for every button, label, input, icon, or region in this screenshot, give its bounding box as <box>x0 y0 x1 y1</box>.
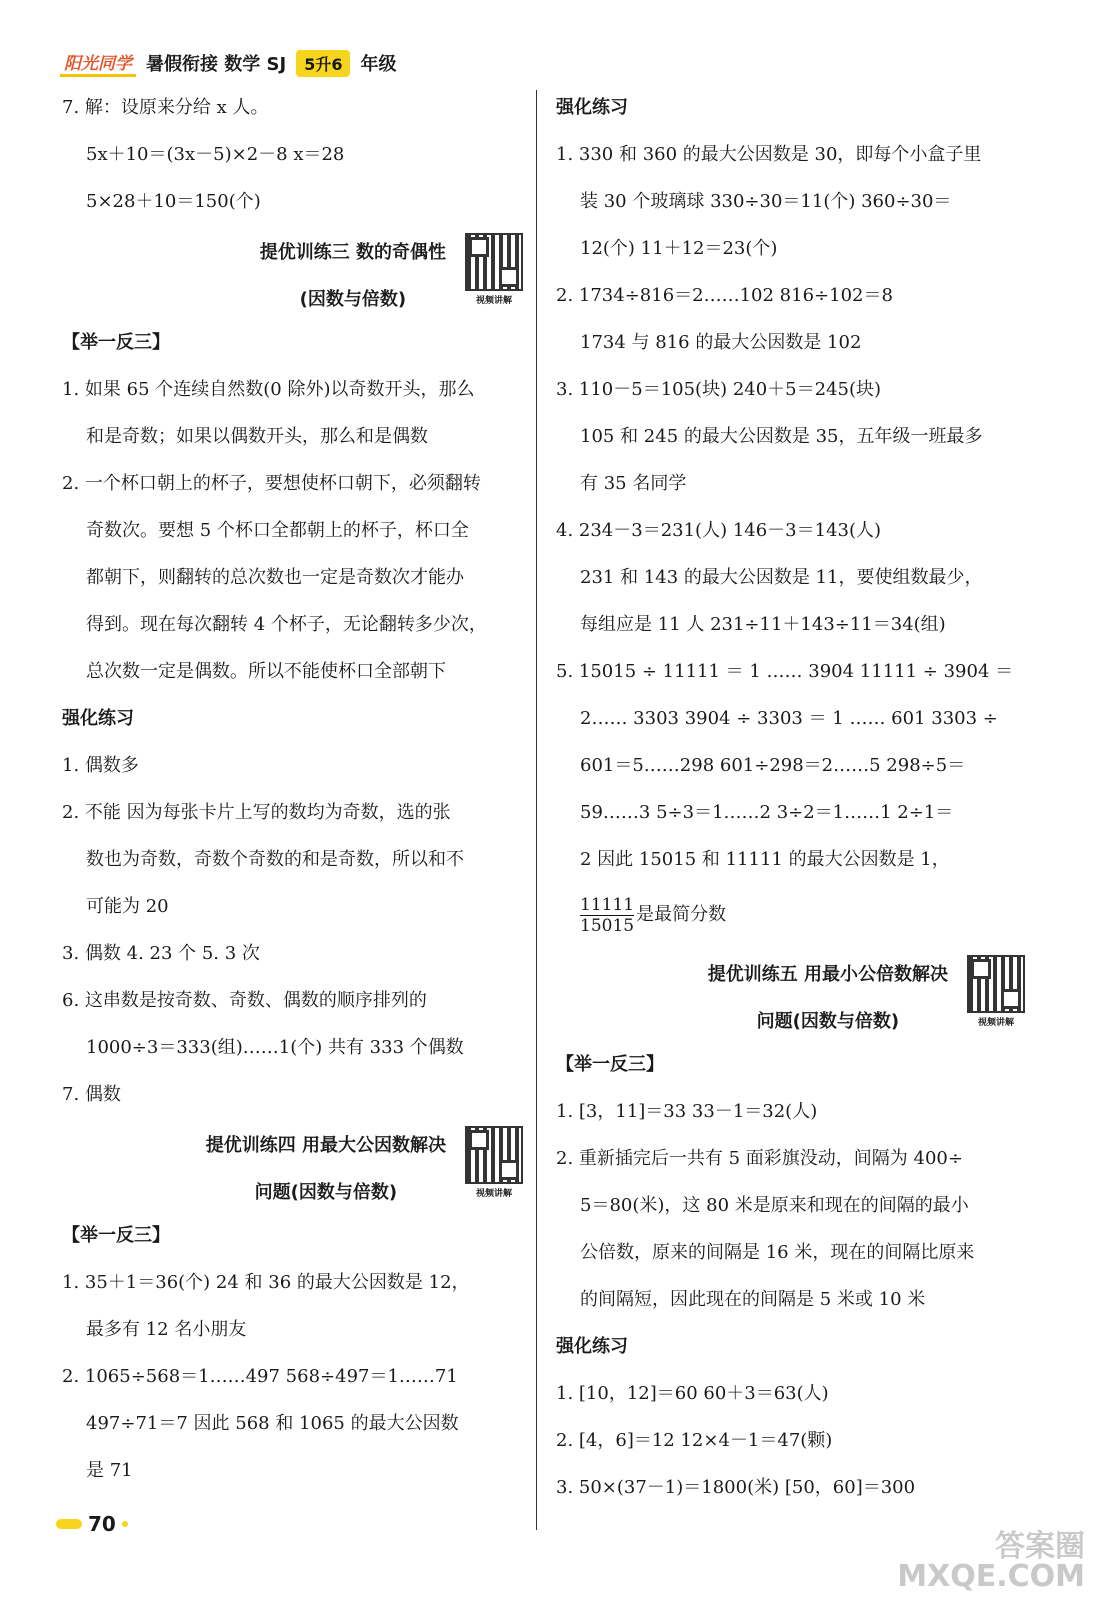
fraction <box>580 895 634 936</box>
answer-line: 59……3 5÷3＝1……2 3÷2＝1……1 2÷1＝ <box>580 802 954 823</box>
answer-line: 总次数一定是偶数。所以不能使杯口全部朝下 <box>86 661 446 682</box>
answer-line: 4. 234－3＝231(人) 146－3＝143(人) <box>556 520 882 541</box>
topic-subtitle: 问题(因数与倍数) <box>756 1011 900 1032</box>
qr-caption: 视频讲解 <box>977 1018 1014 1028</box>
answer-line: 12(个) 11＋12＝23(个) <box>580 238 778 259</box>
page-number-text: 70 <box>88 1512 116 1536</box>
fraction-denominator: 15015 <box>580 915 635 936</box>
answer-line: 装 30 个玻璃球 330÷30＝11(个) 360÷30＝ <box>580 191 952 212</box>
fraction-numerator: 11111 <box>580 894 635 915</box>
column-divider <box>536 90 537 1530</box>
answer-line: 5×28＋10＝150(个) <box>86 191 261 212</box>
left-column <box>62 84 524 1494</box>
brand-logo: 阳光同学 <box>60 49 136 77</box>
answer-line: 2…… 3303 3904 ÷ 3303 ＝ 1 …… 601 3303 ÷ <box>580 708 998 729</box>
answer-line: 5x＋10＝(3x－5)×2－8 x＝28 <box>86 144 345 165</box>
answer-line: 3. 110－5＝105(块) 240＋5＝245(块) <box>556 379 882 400</box>
topic-subtitle: (因数与倍数) <box>299 289 407 310</box>
qr-code[interactable] <box>966 955 1026 1028</box>
topic-title: 提优训练四 用最大公因数解决 <box>205 1135 446 1156</box>
answer-line: 可能为 20 <box>86 896 169 917</box>
answer-line: 3. 偶数 4. 23 个 5. 3 次 <box>62 943 260 964</box>
section-heading: 【举一反三】 <box>62 1225 170 1246</box>
answer-line: 6. 这串数是按奇数、奇数、偶数的顺序排列的 <box>62 990 427 1011</box>
topic-subtitle: 问题(因数与倍数) <box>254 1182 398 1203</box>
answer-line: 2 因此 15015 和 11111 的最大公因数是 1， <box>580 849 950 870</box>
answer-line: 2. 重新插完后一共有 5 面彩旗没动，间隔为 400÷ <box>556 1148 963 1169</box>
answer-line: 2. 不能 因为每张卡片上写的数均为奇数，选的张 <box>62 802 451 823</box>
qr-caption: 视频讲解 <box>475 1189 512 1199</box>
page-number <box>56 1512 128 1536</box>
right-column <box>556 84 1026 1511</box>
section-heading: 强化练习 <box>556 97 628 118</box>
answer-line: 得到。现在每次翻转 4 个杯子，无论翻转多少次， <box>86 614 487 635</box>
answer-line: 5＝80(米)，这 80 米是原来和现在的间隔的最小 <box>580 1195 969 1216</box>
answer-line: 都朝下，则翻转的总次数也一定是奇数次才能办 <box>86 567 464 588</box>
qr-code[interactable] <box>464 233 524 306</box>
grade-suffix: 年级 <box>360 54 397 75</box>
answer-line: 601＝5……298 601÷298＝2……5 298÷5＝ <box>580 755 966 776</box>
answer-line: 1. 偶数多 <box>62 755 139 776</box>
section-heading: 强化练习 <box>556 1336 628 1357</box>
answer-line: 1. 35＋1＝36(个) 24 和 36 的最大公因数是 12， <box>62 1272 470 1293</box>
qr-code-icon <box>967 955 1025 1013</box>
answer-line: 每组应是 11 人 231÷11＋143÷11＝34(组) <box>580 614 946 635</box>
watermark <box>897 1529 1085 1594</box>
grade-badge: 5升6 <box>296 50 350 77</box>
answer-line: 1. 330 和 360 的最大公因数是 30，即每个小盒子里 <box>556 144 982 165</box>
answer-line: 2. 1734÷816＝2……102 816÷102＝8 <box>556 285 893 306</box>
answer-line: 和是奇数；如果以偶数开头，那么和是偶数 <box>86 426 428 447</box>
page-bar-icon <box>56 1519 82 1529</box>
answer-line: 7. 解：设原来分给 x 人。 <box>62 97 269 118</box>
answer-line: 1000÷3＝333(组)……1(个) 共有 333 个偶数 <box>86 1037 464 1058</box>
answer-line: 1. [3，11]＝33 33－1＝32(人) <box>556 1101 818 1122</box>
section-heading: 【举一反三】 <box>556 1054 664 1075</box>
answer-line: 7. 偶数 <box>62 1084 121 1105</box>
page-dot-icon <box>122 1521 128 1527</box>
page-header <box>60 46 396 80</box>
answer-line: 105 和 245 的最大公因数是 35，五年级一班最多 <box>580 426 983 447</box>
answer-line: 5. 15015 ÷ 11111 ＝ 1 …… 3904 11111 ÷ 3904 ＝ <box>556 661 1014 682</box>
watermark-line1: 答案圈 <box>995 1529 1085 1564</box>
section-heading: 【举一反三】 <box>62 332 170 353</box>
answer-line: 有 35 名同学 <box>580 473 687 494</box>
qr-code-icon <box>465 1126 523 1184</box>
topic-heading-4 <box>62 1118 524 1212</box>
answer-line: 497÷71＝7 因此 568 和 1065 的最大公因数 <box>86 1413 459 1434</box>
fraction-line <box>556 883 1026 947</box>
answer-line: 231 和 143 的最大公因数是 11，要使组数最少， <box>580 567 983 588</box>
book-title: 暑假衔接 数学 SJ <box>146 54 287 75</box>
topic-heading-3 <box>62 225 524 319</box>
topic-heading-5 <box>556 947 1026 1041</box>
answer-line: 最多有 12 名小朋友 <box>86 1319 247 1340</box>
answer-line: 2. 一个杯口朝上的杯子，要想使杯口朝下，必须翻转 <box>62 473 481 494</box>
topic-title: 提优训练五 用最小公倍数解决 <box>707 964 948 985</box>
qr-caption: 视频讲解 <box>475 296 512 306</box>
qr-code-icon <box>465 233 523 291</box>
qr-code[interactable] <box>464 1126 524 1199</box>
section-heading: 强化练习 <box>62 708 134 729</box>
answer-line: 奇数次。要想 5 个杯口全都朝上的杯子，杯口全 <box>86 520 469 541</box>
topic-title: 提优训练三 数的奇偶性 <box>259 242 446 263</box>
answer-line: 2. 1065÷568＝1……497 568÷497＝1……71 <box>62 1366 458 1387</box>
answer-line: 是 71 <box>86 1460 133 1481</box>
answer-line: 1734 与 816 的最大公因数是 102 <box>580 332 862 353</box>
answer-line: 1. 如果 65 个连续自然数(0 除外)以奇数开头，那么 <box>62 379 475 400</box>
answer-line: 2. [4，6]＝12 12×4－1＝47(颗) <box>556 1430 833 1451</box>
answer-line: 公倍数，原来的间隔是 16 米，现在的间隔比原来 <box>580 1242 975 1263</box>
answer-line: 的间隔短，因此现在的间隔是 5 米或 10 米 <box>580 1289 926 1310</box>
answer-line: 数也为奇数，奇数个奇数的和是奇数，所以和不 <box>86 849 464 870</box>
watermark-line2: MXQE.COM <box>897 1559 1085 1594</box>
fraction-text: 是最简分数 <box>636 904 727 925</box>
answer-line: 1. [10，12]＝60 60＋3＝63(人) <box>556 1383 829 1404</box>
answer-line: 3. 50×(37－1)＝1800(米) [50，60]＝300 <box>556 1477 916 1498</box>
